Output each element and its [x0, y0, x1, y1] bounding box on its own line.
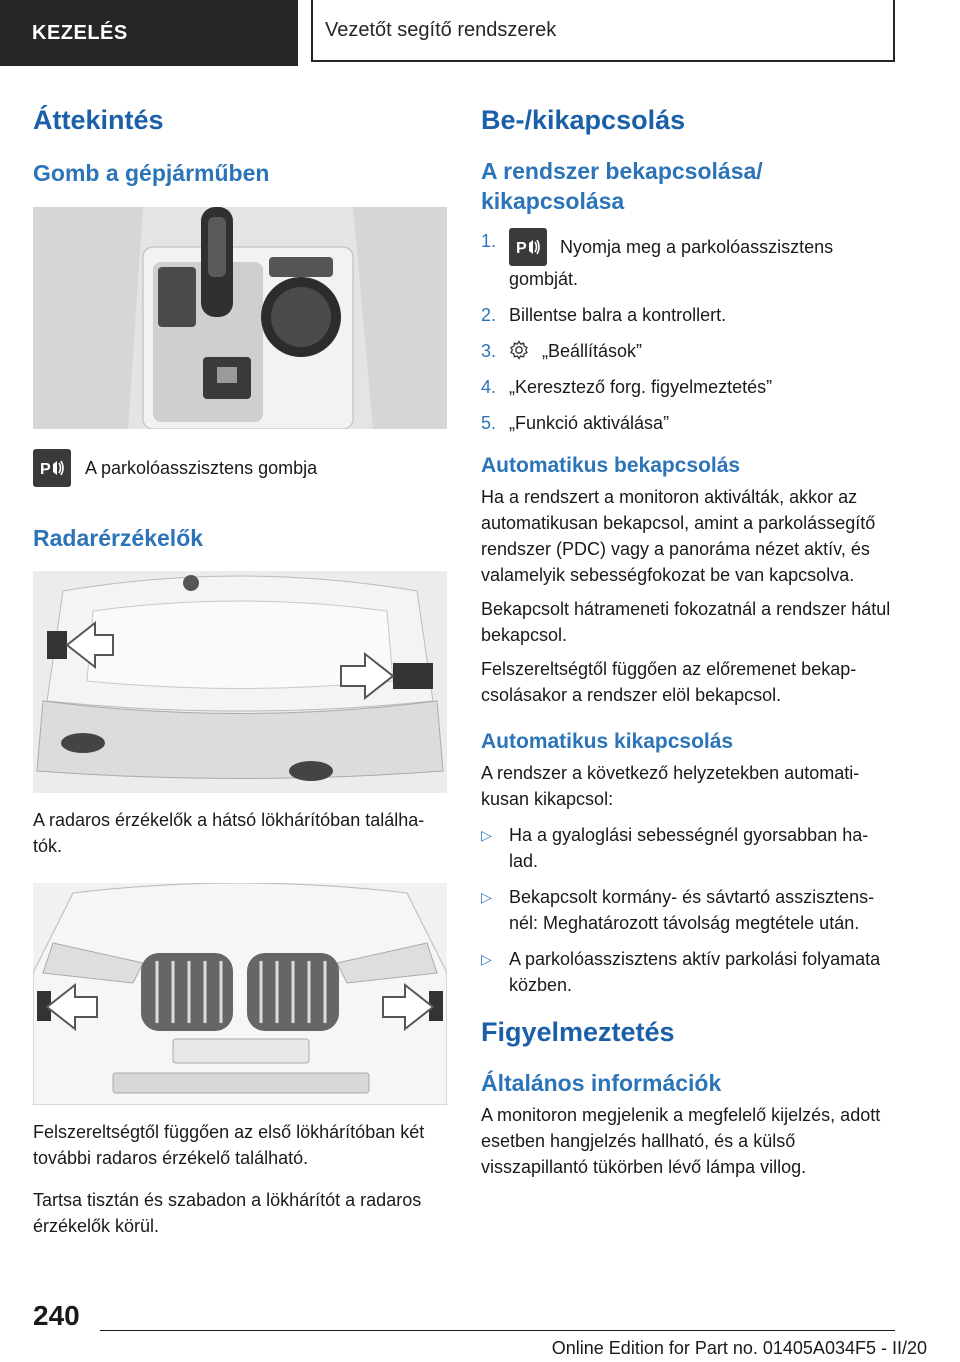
step-text: „Funkció aktiválása” — [509, 413, 670, 433]
heading-general-info: Általános információk — [481, 1070, 722, 1096]
edition-note: Online Edition for Part no. 01405A034F5 - II/20 — [551, 1338, 927, 1358]
rear-sensor-caption: A radaros érzékelők a hátsó lökhárítóban találha-tók. — [33, 810, 425, 856]
heading-on-off: Be-/kikapcsolás — [481, 105, 686, 135]
park-assist-icon — [33, 449, 71, 487]
console-figure — [33, 207, 447, 429]
rear-bumper-image — [33, 571, 447, 793]
step-item: 1. P Nyomja meg a parkolóasszisztens gombját. — [481, 228, 895, 292]
heading-warning: Figyelmeztetés — [481, 1017, 675, 1047]
center-console-image — [33, 207, 447, 429]
right-column — [481, 96, 895, 1180]
step-text: Billentse balra a kontrollert. — [509, 305, 727, 325]
triangle-icon: ▷ — [481, 951, 492, 967]
activation-steps — [481, 228, 895, 436]
footer-divider — [100, 1330, 895, 1331]
heading-auto-off: Automatikus kikapcsolás — [481, 730, 734, 753]
step-item: 4. „Keresztező forg. figyelmeztetés” — [481, 377, 773, 397]
front-sensor-caption: Felszereltségtől függően az első lökhárítóban két további radaros érzékelő található. — [33, 1122, 425, 1168]
auto-on-paragraph-2: Bekapcsolt hátrameneti fokozatnál a rendszer hátul bekapcsol. — [481, 599, 891, 645]
step-item: 2. Billentse balra a kontrollert. — [481, 305, 727, 325]
auto-on-paragraph-1: Ha a rendszert a monitoron aktiválták, akkor az automatikusan bekapcsol, amint a parkolássegítő rendszer (PDC) vagy a panoráma nézet aktív, és valamelyik sebességfokozat be van kapcsolva. — [481, 487, 876, 585]
heading-auto-on: Automatikus bekapcsolás — [481, 454, 741, 477]
list-item: ▷ Ha a gyaloglási sebességnél gyorsabban ha-lad. — [481, 822, 895, 874]
left-column — [33, 96, 447, 1239]
front-bumper-figure — [33, 883, 447, 1105]
section-tab: KEZELÉS — [0, 0, 298, 66]
heading-overview: Áttekintés — [33, 105, 164, 135]
button-caption-row — [33, 449, 447, 487]
step-item: 5. „Funkció aktiválása” — [481, 413, 670, 433]
clean-bumper-note: Tartsa tisztán és szabadon a lökhárítót a radaros érzékelők körül. — [33, 1190, 422, 1236]
page-footer — [0, 1290, 960, 1362]
heading-radar-sensors: Radarérzékelők — [33, 525, 204, 551]
list-item: ▷ Bekapcsolt kormány- és sávtartó asszisztens-nél: Meghatározott távolság megtétele után. — [481, 884, 895, 936]
heading-button-in-vehicle: Gomb a gépjárműben — [33, 160, 270, 186]
step-item: 3. „Beállítások” — [481, 341, 643, 361]
button-caption: A parkolóasszisztens gombja — [85, 458, 318, 478]
page-header — [0, 0, 960, 66]
general-paragraph: A monitoron megjelenik a megfelelő kijelzés, adott esetben hangjelzés hallható, és a külső visszapillantó tükörben lévő lámpa villog. — [481, 1105, 881, 1177]
page-number: 240 — [33, 1300, 80, 1331]
front-bumper-image — [33, 883, 447, 1105]
gear-icon — [509, 340, 529, 360]
auto-off-list — [481, 822, 895, 998]
triangle-icon: ▷ — [481, 827, 492, 843]
rear-bumper-figure — [33, 571, 447, 793]
auto-on-paragraph-3: Felszereltségtől függően az előremenet bekap-csolásakor a rendszer elöl bekapcsol. — [481, 659, 857, 705]
park-assist-icon — [509, 228, 547, 266]
list-item: ▷ A parkolóasszisztens aktív parkolási folyamata közben. — [481, 946, 895, 998]
step-text: „Beállítások” — [542, 341, 643, 361]
chapter-title: Vezetőt segítő rendszerek — [311, 0, 895, 62]
triangle-icon: ▷ — [481, 889, 492, 905]
heading-system-on-off: A rendszer bekapcsolása/ kikapcsolása — [481, 158, 763, 214]
svg-text:P: P — [40, 461, 51, 478]
step-text: „Keresztező forg. figyelmeztetés” — [509, 377, 773, 397]
auto-off-intro: A rendszer a következő helyzetekben automati-kusan kikapcsol: — [481, 763, 860, 809]
step-text: Nyomja meg a parkolóasszisztens gombját. — [509, 237, 834, 289]
svg-text:P: P — [516, 240, 527, 257]
